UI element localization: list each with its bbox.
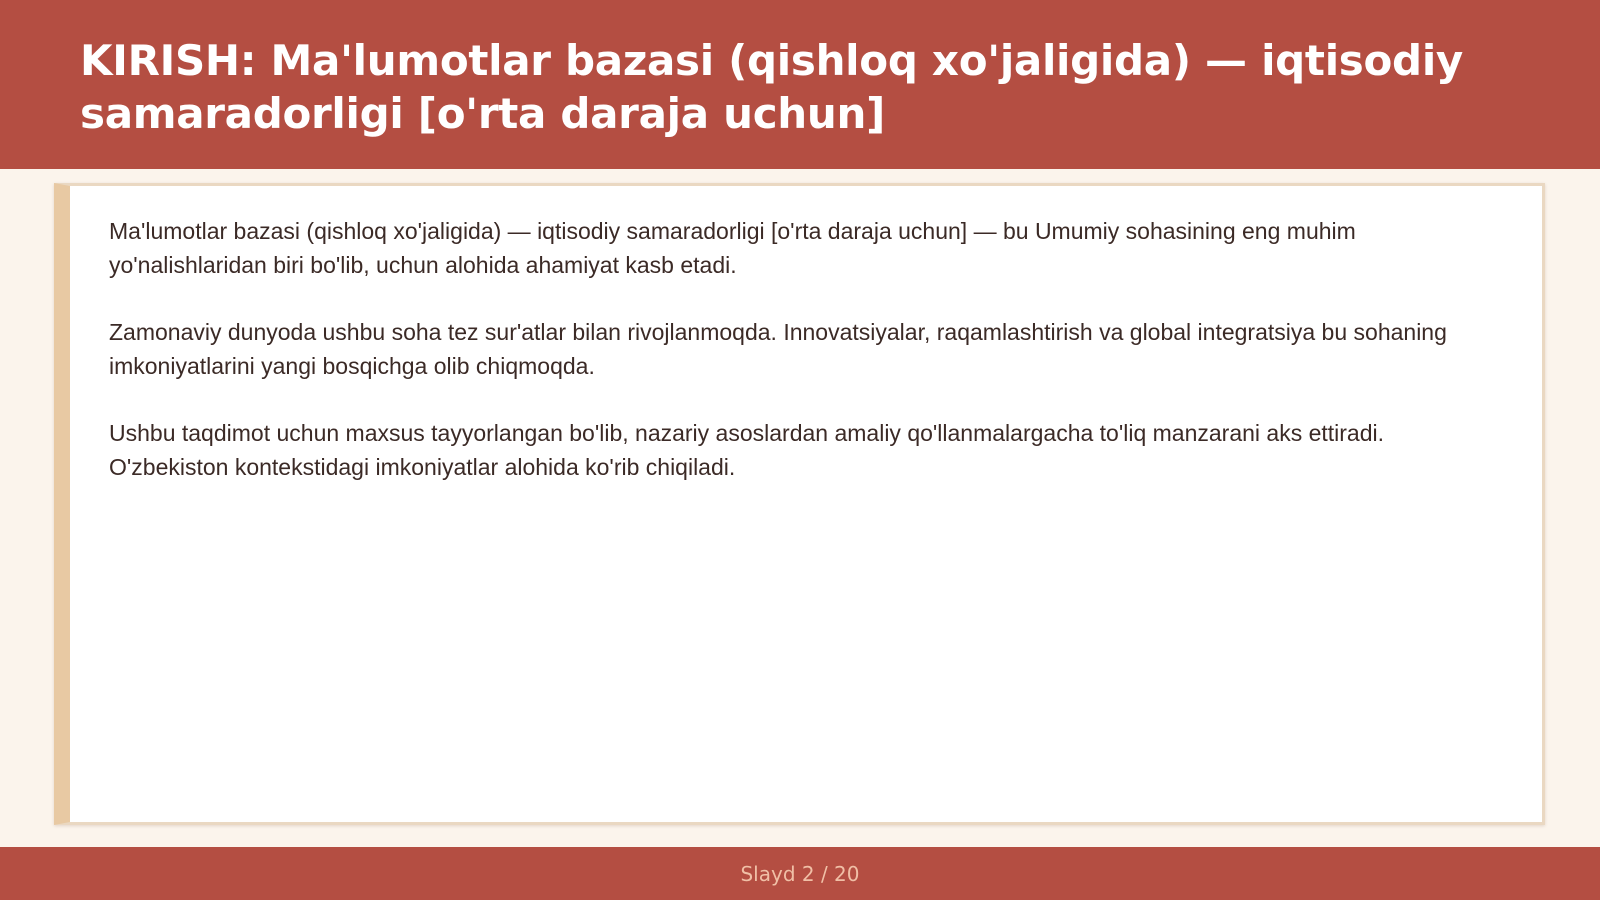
slide-number: Slayd 2 / 20 — [740, 861, 860, 886]
slide-footer — [0, 847, 1600, 900]
intro-paragraph-3: Ushbu taqdimot uchun maxsus tayyorlangan bo'lib, nazariy asoslardan amaliy qo'llanmalargacha to'liq manzarani aks ettiradi. O'zbekiston kontekstidagi imkoniyatlar alohida ko'rib chiqiladi. — [109, 420, 1385, 480]
content-card — [54, 183, 1545, 825]
slide-header — [0, 0, 1600, 169]
intro-paragraph-2: Zamonaviy dunyoda ushbu soha tez sur'atlar bilan rivojlanmoqda. Innovatsiyalar, raqamlashtirish va global integratsiya bu sohaning imkoniyatlarini yangi bosqichga olib chiqmoqda. — [109, 319, 1447, 379]
intro-paragraph-1: Ma'lumotlar bazasi (qishloq xo'jaligida) — iqtisodiy samaradorligi [o'rta daraja uchun] — bu Umumiy sohasining eng muhim yo'nalishlaridan biri bo'lib, uchun alohida ahamiyat kasb etadi. — [109, 218, 1356, 278]
slide-title: KIRISH: Ma'lumotlar bazasi (qishloq xo'jaligida) — iqtisodiy samaradorligi [o'rta daraja uchun] — [80, 36, 1463, 138]
